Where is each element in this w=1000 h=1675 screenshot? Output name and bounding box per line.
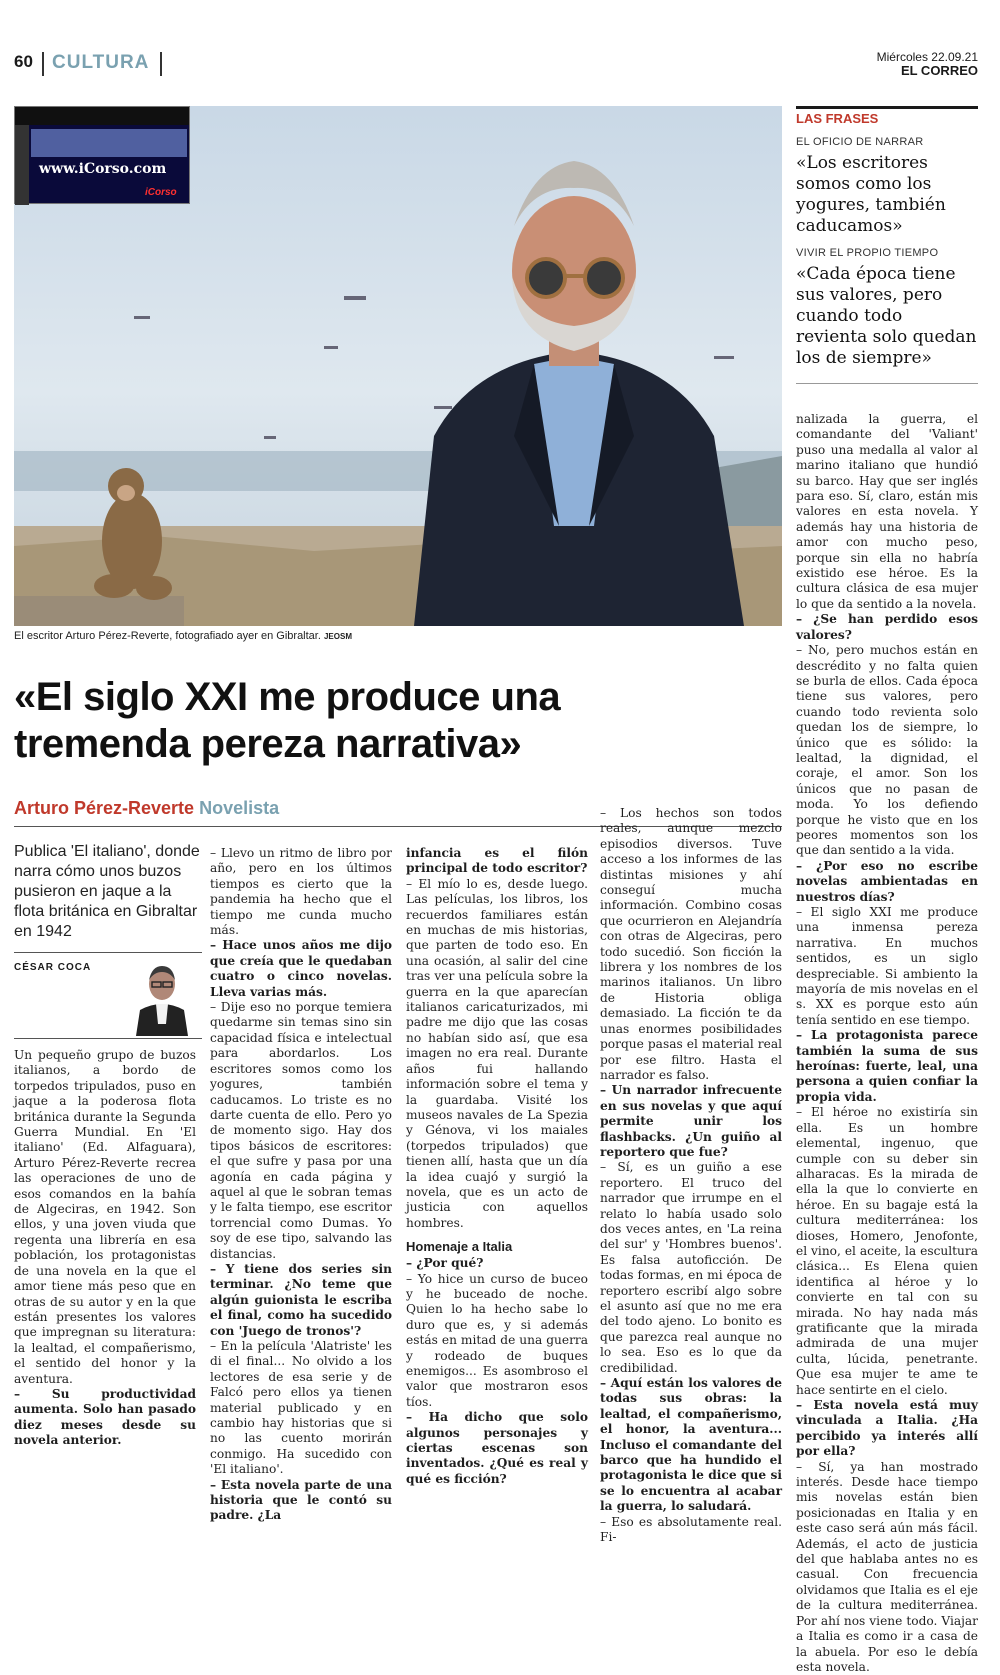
page-number: 60 <box>14 52 33 71</box>
question: – ¿Por qué? <box>406 1256 484 1271</box>
article-column-4 <box>600 806 782 1546</box>
question: – ¿Por eso no escribe novelas ambientadas en nuestros días? <box>796 858 978 904</box>
answer: nalizada la guerra, el comandante del 'Valiant' puso una medalla al valor al marino italiano que hundió su barco. Hay que ser inglés para eso. Sí, claro, están mis valores en esta novela. Y además hay una historia de amor con mucho peso, porque sin ella no habría existido ese héroe. Es la cultura clásica de esa mujer lo que da sentido a la novela. <box>796 412 978 611</box>
headline-line: «El siglo XXI me produce una <box>14 675 561 719</box>
question: – Esta novela parte de una historia que le contó su padre. ¿La <box>210 1477 392 1523</box>
question: – Un narrador infrecuente en sus novelas y que aquí permite unir los flashbacks. ¿Un guiño al reportero que fue? <box>600 1083 782 1159</box>
headline-line: tremenda pereza narrativa» <box>14 722 522 766</box>
article-column-3 <box>406 846 588 1487</box>
paragraph: Un pequeño grupo de buzos italianos, a bordo de torpedos tripulados, puso en jaque a la poderosa flota británica durante la Segunda Guerra Mundial. En 'El italiano' (Ed. Alfaguara), Arturo Pérez-Reverte recrea las operaciones de uno de esos comandos en la bahía de Algeciras, en 1942. Son ellos, y una joven viuda que regenta una librería en esa población, los protagonistas de una novela en la que el amor tiene más peso que en otras de su autor y en la que están presentes los valores que impregnan su literatura: la lealtad, el compañerismo, el sentido del honor y la aventura. <box>14 1048 196 1386</box>
watermark-banner <box>14 106 190 204</box>
answer: – Llevo un ritmo de libro por año, pero en los últimos tiempos es cierto que la pandemia ha hecho que el tiempo me cunda mucho más. <box>210 846 392 938</box>
article-column-5 <box>796 412 978 1675</box>
question: – Esta novela está muy vinculada a Italia. ¿Ha percibido ya interés allí por ella? <box>796 1398 978 1459</box>
question: – Y tiene dos series sin terminar. ¿No teme que algún guionista le escriba el final, como ha sucedido con 'Juego de tronos'? <box>210 1261 392 1338</box>
watermark-logo: iCorso <box>145 187 177 198</box>
interviewee-line <box>14 798 279 819</box>
question: – La protagonista parece también la suma de sus heroínas: fuerte, leal, una persona a quien confiar la propia vida. <box>796 1028 978 1104</box>
caption-text: El escritor Arturo Pérez-Reverte, fotografiado ayer en Gibraltar. <box>14 630 321 642</box>
quote-topic: EL OFICIO DE NARRAR <box>796 136 924 148</box>
answer: – Eso es absolutamente real. Fi- <box>600 1514 782 1545</box>
headline <box>14 674 794 768</box>
question: – Aquí están los valores de todas sus obras: la lealtad, el compañerismo, el honor, la aventura... Incluso el comandante del barco que ha hundido el protagonista le dice que si se lo encuentra al acabar la guerra, lo saludará. <box>600 1376 782 1514</box>
photo-credit: JEOSM <box>323 632 352 641</box>
pull-quote: «Los escritores somos como los yogures, también caducamos» <box>796 153 946 236</box>
question: infancia es el filón principal de todo escritor? <box>406 846 588 876</box>
header-divider <box>42 52 44 76</box>
interviewee-name: Arturo Pérez-Reverte <box>14 798 195 818</box>
section-name: CULTURA <box>52 52 150 73</box>
answer: – El siglo XXI me produce una inmensa pereza narrativa. En muchos sentidos, es un siglo despreciable. Si ambiento la mayoría de mis novelas en el s. XX es porque esto aún tenía sentido en ese tiempo. <box>796 905 978 1027</box>
photo-caption <box>14 630 352 642</box>
watermark-url: www.iCorso.com <box>39 161 167 177</box>
subheading: Homenaje a Italia <box>406 1239 513 1255</box>
standfirst: Publica 'El italiano', donde narra cómo unos buzos pusieron en jaque a la flota británica en Gibraltar en 1942 <box>14 843 200 940</box>
answer: – Sí, ya han mostrado interés. Desde hace tiempo mis novelas están bien posicionadas en Italia y en este caso será aún más fácil. Además, el acto de justicia del que hablaba antes no es casual. Con frecuencia olvidamos que Italia es el eje de la cultura mediterránea. Por ahí nos viene todo. Viajar a Italia es como ir a casa de la abuela. Por eso le debía esta novela. <box>796 1459 978 1674</box>
quote-topic: VIVIR EL PROPIO TIEMPO <box>796 247 939 259</box>
article-column-1 <box>14 1048 196 1449</box>
question: – Ha dicho que solo algunos personajes y ciertas escenas son inventados. ¿Qué es real y qué es ficción? <box>406 1410 588 1486</box>
quotes-sidebar <box>796 106 978 384</box>
header-divider <box>160 52 162 76</box>
date: Miércoles 22.09.21 <box>876 50 978 64</box>
answer: – No, pero muchos están en descrédito y no falta quien se burla de ellos. Cada época tiene sus valores, pero cuando todo revienta solo quedan los de siempre, lo único que es sólido: la lealtad, la dignidad, el coraje, el amor. Son los únicos que no pasan de moda. Yo los defiendo porque he visto que en los peores momentos son los que dan sentido a la vida. <box>796 643 978 858</box>
answer: – El héroe no existiría sin ella. Es un hombre elemental, ingenuo, que cumple con su deber sin alharacas. Es la mirada de ella la que lo convierte en héroe. En su bagaje está la cultura mediterránea: los dioses, Homero, Jenofonte, el vino, el aceite, la escultura clásica... Es Elena quien identifica al héroe y lo convierte en tal con su mirada. No hay nada más gratificante que la mirada admirada de una mujer culta, lúcida, penetrante. Que esa mujer te ame te hace sentirte en el cielo. <box>796 1105 978 1397</box>
answer: – Los hechos son todos reales, aunque mezclo episodios diversos. Tuve acceso a los informes de las distintas misiones y ahí conseguí mucha información. Combino cosas que ocurrieron en Alejandría con otras de Algeciras, pero todo sucedió. Son ficción la librera y los nombres de los marinos italianos. Un libro de Historia obliga demasiado. La ficción te da unas enormes posibilidades porque pasas el material real por ese filtro. Hasta el narrador es falso. <box>600 806 782 1082</box>
answer: – Dije eso no porque temiera quedarme sin temas sino sin capacidad física e intelectual para abordarlos. Los escritores somos como los yogures, también caducamos. Lo triste es no darte cuenta de ello. Pero yo de momento sigo. Hay dos tipos básicos de escritores: el que sufre y pasa por una agonía en cada página y aquel al que le sobran temas y le falta tiempo, ese escritor torrencial como Dumas. Yo soy de ese tipo, salvando las distancias. <box>210 1000 392 1261</box>
quotes-label: LAS FRASES <box>796 111 879 126</box>
article-column-2 <box>210 846 392 1524</box>
answer: – En la película 'Alatriste' les di el final... No olvido a los lectores de esa serie y de Falcó pero ellos ya tienen material publicado y en cambio hay historias que si no las cuento morirán conmigo. Ha sucedido con 'El italiano'. <box>210 1339 392 1477</box>
answer: – El mío lo es, desde luego. Las películas, los libros, los recuerdos familiares están en muchas de mis historias, que parten de todo eso. En una ocasión, al salir del cine tras ver una película sobre la guerra en la que aparecían italianos caricaturizados, mi padre me dijo que las cosas no habían sido así, que esa imagen no era real. Durante años fui hallando información sobre el tema y la guardaba. Visité los museos navales de La Spezia y Génova, vi los maiales (torpedos tripulados) que tienen allí, hasta que un día la idea cuajó y surgió la novela, que es un acto de justicia con aquellos hombres. <box>406 876 588 1230</box>
question: – ¿Se han perdido esos valores? <box>796 612 978 642</box>
pull-quote: «Cada época tiene sus valores, pero cuando todo revienta solo quedan los de siempre» <box>796 264 977 368</box>
author-byline: CÉSAR COCA <box>14 962 92 973</box>
answer: – Yo hice un curso de buceo y he buceado de noche. Quien lo ha hecho sabe lo duro que es, y si además estás en mitad de una guerra y rodeado de buques enemigos... Es asombroso el valor que mostraron esos tíos. <box>406 1271 588 1409</box>
answer: – Sí, es un guiño a ese reportero. El truco del narrador que irrumpe en el relato lo había usado solo dos veces antes, en 'La reina del sur' y 'Hombres buenos'. Es falsa autoficción. De todas formas, en mi época de reportero escribí algo sobre el asunto así que no me era del todo ajeno. Lo bonito es que parezca real aunque no lo sea. Eso es lo que da credibilidad. <box>600 1160 782 1375</box>
newspaper-name: EL CORREO <box>900 63 978 78</box>
dateline <box>877 51 978 77</box>
interviewee-role: Novelista <box>199 798 280 818</box>
question: – Hace unos años me dijo que creía que le quedaban cuatro o cinco novelas. Lleva varias más. <box>210 938 392 999</box>
author-photo <box>126 958 198 1036</box>
question: – Su productividad aumenta. Solo han pasado diez meses desde su novela anterior. <box>14 1386 196 1448</box>
